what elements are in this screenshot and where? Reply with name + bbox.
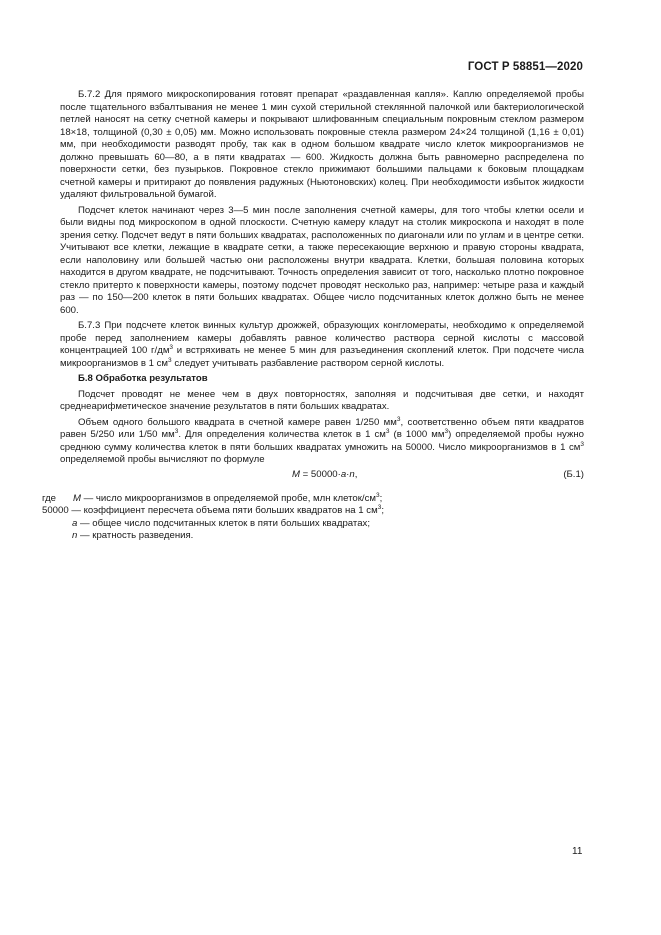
paragraph-b72: Б.7.2 Для прямого микроскопирования готовят препарат «раздавленная капля». Каплю определяемой пробы после тщательного взбалтывания не менее 1 мин сухой стерильной стеклянной палочкой или бактериологической петлей наносят на сетку счетной камеры и покрывают шлифованным специальным покровным стеклом размером 18×18, толщиной (0,30 ± 0,05) мм. Можно использовать покровные стекла размером 24×24 толщиной (1,16 ± 0,01) мм, при необходимости разводят пробу, так как в одном большом квадрате число клеток микроорганизмов не должно превышать 60—80, а в пяти квадратах — 600. Жидкость должна быть равномерно распределена по поверхности сетки, без пузырьков. Покровное стекло прижимают большими пальцами к боковым площадкам счетной камеры и притирают до появления радужных (Ньютоновских) колец. При необходимости избыток жидкости удаляют фильтровальной бумагой. xyxy=(60,89,584,200)
text-run: определяемой пробы вычисляют по формуле xyxy=(60,454,265,465)
legend-symbol: M xyxy=(73,492,81,504)
text-run: и встряхивать не менее 5 мин для разъединения скоплений клеток. При подсчете числа микроорганизмов в 1 см xyxy=(60,345,584,369)
superscript: 3 xyxy=(385,428,390,435)
legend-punct: ; xyxy=(379,492,383,504)
text-run: . Для определения количества клеток в 1 см xyxy=(178,429,386,440)
paragraph-counting: Подсчет клеток начинают через 3—5 мин после заполнения счетной камеры, для того чтобы клетки осели и были видны под микроскопом в одной плоскости. Счетную камеру кладут на столик микроскопа и находят в поле зрения сетку. Подсчет ведут в пяти больших квадратах, расположенных по диагонали или по углам и в центре сетки. Учитывают все клетки, лежащие в квадрате сетки, а также пересекающие верхнюю и правую стороны квадрата, если наполовину или большей частью они расположены внутри квадрата. Клетки, большая половина которых находится в другом квадрате, не подсчитывают. Точность определения зависит от того, насколько плотно покровное стекло притерто к поверхности камеры, поэтому подсчет проводят несколько раз, например: четыре раза и каждый раз — по 150—200 клеток в пяти больших квадратах. Общее число подсчитанных клеток должно быть не менее 600. xyxy=(60,204,584,316)
legend-entry-m xyxy=(73,493,382,506)
formula-text: = 50000· xyxy=(300,468,341,480)
legend-line-a xyxy=(60,518,584,531)
text-run: Б.7.3 При подсчете клеток винных культур дрожжей, образующих конгломераты, необходимо к определяемой пробе перед заполнением камеры добавлять равное количество раствора серной кислоты с массовой концентрацией 100 г/дм xyxy=(60,320,584,356)
text-run: ) определяемой пробы нужно среднюю сумму количества клеток в пяти больших квадратах умножить на 50000. Число микроорганизмов в 1 см xyxy=(60,429,584,453)
paragraph-repetitions: Подсчет проводят не менее чем в двух повторностях, заполняя и подсчитывая две сетки, и находят среднеарифметическое значение результатов в пяти больших квадратах. xyxy=(60,388,584,412)
page-number: 11 xyxy=(572,846,583,857)
legend-line-n xyxy=(60,530,584,543)
formula xyxy=(292,469,357,482)
section-heading-b8: Б.8 Обработка результатов xyxy=(78,373,208,384)
legend-entry-k xyxy=(42,505,384,518)
formula-legend xyxy=(42,491,584,543)
legend-line-k xyxy=(42,504,584,518)
legend-symbol: 50000 xyxy=(42,505,69,516)
superscript: 3 xyxy=(169,344,174,351)
formula-row xyxy=(60,469,584,483)
legend-lead: где xyxy=(42,492,57,504)
text-run: (в 1000 мм xyxy=(389,429,445,440)
superscript: 3 xyxy=(377,504,382,511)
superscript: 3 xyxy=(580,440,584,448)
superscript: 3 xyxy=(396,415,401,423)
legend-text: — коэффициент пересчета объема пяти больших квадратов на 1 см xyxy=(68,505,378,516)
text-run: , соответственно объем пяти квадратов равен 5/250 или 1/50 мм xyxy=(60,416,584,440)
formula-number: (Б.1) xyxy=(563,468,584,480)
superscript: 3 xyxy=(174,428,179,435)
superscript: 3 xyxy=(168,356,172,364)
document-body xyxy=(42,89,584,543)
standard-header: ГОСТ Р 58851—2020 xyxy=(467,61,583,73)
superscript: 3 xyxy=(444,428,449,435)
superscript: 3 xyxy=(375,491,380,499)
legend-entry-a xyxy=(72,518,370,531)
formula-symbol-n: n xyxy=(349,468,355,480)
legend-punct: ; xyxy=(381,505,384,516)
legend-entry-n xyxy=(72,530,193,543)
text-run: Объем одного большого квадрата в счетной камере равен 1/250 мм xyxy=(78,416,397,428)
legend-line-m xyxy=(42,491,584,506)
formula-end: , xyxy=(354,468,358,480)
legend-text: — кратность разведения. xyxy=(77,530,194,541)
legend-text: — число микроорганизмов в определяемой пробе, млн клеток/см xyxy=(81,492,376,504)
legend-text: — общее число подсчитанных клеток в пяти больших квадратах; xyxy=(77,517,370,529)
paragraph-b73 xyxy=(60,320,584,370)
formula-symbol-m: M xyxy=(292,468,300,480)
legend-symbol: n xyxy=(72,530,78,541)
formula-symbol-a: a xyxy=(340,468,347,480)
paragraph-volume xyxy=(60,417,584,467)
legend-symbol: a xyxy=(72,517,78,529)
text-run: следует учитывать разбавление раствором серной кислоты. xyxy=(171,357,445,369)
formula-dot: · xyxy=(346,468,350,480)
